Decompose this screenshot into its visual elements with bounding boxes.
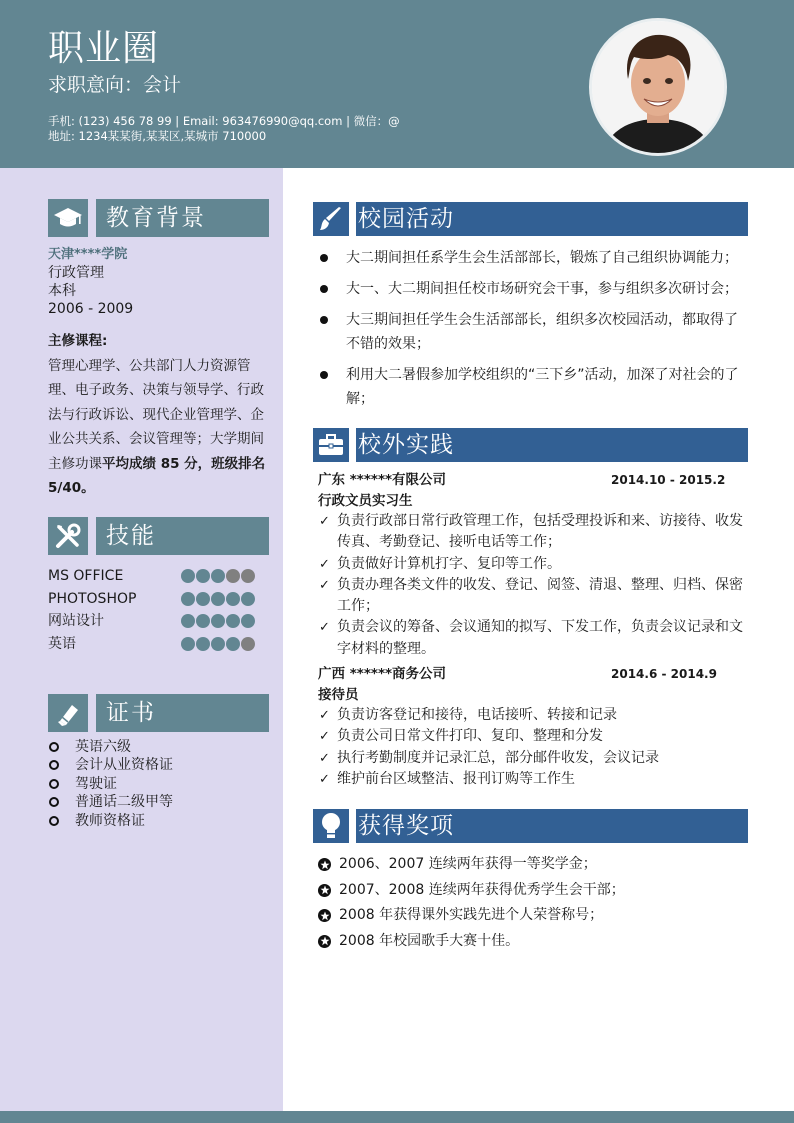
skill-level-dots xyxy=(181,637,255,651)
courses-list: 管理心理学、公共部门人力资源管理、电子政务、决策与领导学、行政法与行政诉讼、现代企业管理学、企业公共关系、会议管理等；大学期间主修功课 xyxy=(48,357,264,472)
contact-address: 地址: 1234某某街,某某区,某城市 710000 xyxy=(48,129,267,143)
bullet-dot-icon xyxy=(320,316,328,324)
skill-name: 网站设计 xyxy=(48,613,104,630)
level-dot-filled xyxy=(181,592,195,606)
skills-list xyxy=(48,566,258,656)
bullet-dot-icon xyxy=(320,371,328,379)
awards-title: 获得奖项 xyxy=(356,809,748,843)
level-dot-filled xyxy=(211,614,225,628)
duty-text: 负责公司日常文件打印、复印、整理和分发 xyxy=(337,728,603,745)
level-dot-empty xyxy=(241,569,255,583)
campus-title: 校园活动 xyxy=(356,202,748,236)
duty-item xyxy=(318,769,748,790)
grade-ranking: 平均成绩 85 分，班级排名 5/40。 xyxy=(48,455,266,496)
skill-level-dots xyxy=(181,592,255,606)
level-dot-filled xyxy=(181,614,195,628)
education-section-header xyxy=(48,199,269,237)
duty-text: 负责行政部日常行政管理工作，包括受理投诉和来、访接待、收发传真、考勤登记、接听电话等工作； xyxy=(337,513,743,551)
awards-section-header xyxy=(313,809,748,843)
job-role: 行政文员实习生 xyxy=(318,493,413,509)
level-dot-filled xyxy=(196,592,210,606)
education-details xyxy=(48,246,268,318)
ring-bullet-icon xyxy=(49,779,59,789)
job-entry xyxy=(318,664,748,790)
job-header xyxy=(318,470,748,491)
level-dot-filled xyxy=(196,614,210,628)
courses-text xyxy=(48,354,270,501)
contact-info xyxy=(48,114,400,144)
education-title: 教育背景 xyxy=(96,199,269,237)
certificate-item xyxy=(48,775,258,793)
activity-text: 大三期间担任学生会生活部部长，组织多次校园活动，都取得了不错的效果； xyxy=(346,312,738,352)
certificate-name: 教师资格证 xyxy=(75,812,145,829)
level-dot-filled xyxy=(181,569,195,583)
level-dot-filled xyxy=(211,592,225,606)
checkmark-icon: ✓ xyxy=(319,750,330,766)
certificates-title: 证书 xyxy=(96,694,269,732)
duty-item xyxy=(318,726,748,747)
ring-bullet-icon xyxy=(49,797,59,807)
duty-text: 负责做好计算机打字、复印等工作。 xyxy=(337,555,561,572)
certificate-name: 英语六级 xyxy=(75,739,131,755)
skill-row xyxy=(48,589,258,612)
star-bullet-icon xyxy=(318,909,331,922)
activity-text: 大一、大二期间担任校市场研究会干事，参与组织多次研讨会； xyxy=(346,281,738,297)
footer-bar xyxy=(0,1111,794,1123)
certificate-item xyxy=(48,812,258,830)
certificate-item xyxy=(48,793,258,811)
duty-item xyxy=(318,748,748,769)
company-name: 广西 ******商务公司 xyxy=(318,666,447,683)
star-bullet-icon xyxy=(318,858,331,871)
certificate-name: 普通话二级甲等 xyxy=(75,794,173,811)
checkmark-icon: ✓ xyxy=(319,620,330,636)
duty-text: 执行考勤制度并记录汇总，部分邮件收发，会议记录 xyxy=(337,749,659,766)
ring-bullet-icon xyxy=(49,760,59,770)
pencil-eraser-icon xyxy=(48,694,88,732)
duty-text: 维护前台区域整洁、报刊订购等工作生 xyxy=(337,770,575,787)
checkmark-icon: ✓ xyxy=(319,514,330,529)
courses-block xyxy=(48,329,270,501)
job-objective: 求职意向：会计 xyxy=(48,74,182,96)
award-item xyxy=(318,852,748,878)
level-dot-filled xyxy=(241,614,255,628)
duty-list xyxy=(318,705,748,790)
activity-item xyxy=(318,363,748,411)
campus-section-header xyxy=(313,202,748,236)
practice-jobs xyxy=(318,470,748,790)
certificate-item xyxy=(48,738,258,756)
medal-icon xyxy=(313,809,349,843)
duty-item xyxy=(318,705,748,726)
briefcase-icon xyxy=(313,428,349,462)
ring-bullet-icon xyxy=(49,816,59,826)
duty-item xyxy=(318,617,748,660)
school-name: 天津****学院 xyxy=(48,247,128,262)
level-dot-filled xyxy=(196,637,210,651)
checkmark-icon: ✓ xyxy=(319,708,330,724)
brush-icon xyxy=(313,202,349,236)
ring-bullet-icon xyxy=(49,742,59,752)
practice-title: 校外实践 xyxy=(356,428,748,462)
skill-row xyxy=(48,611,258,634)
header-banner xyxy=(0,0,794,168)
level-dot-filled xyxy=(211,569,225,583)
company-name: 广东 ******有限公司 xyxy=(318,472,447,488)
skills-title: 技能 xyxy=(96,517,269,555)
skill-name: 英语 xyxy=(48,635,76,652)
degree: 本科 xyxy=(48,283,76,299)
job-period: 2014.6 - 2014.9 xyxy=(611,667,717,682)
award-text: 2006、2007 连续两年获得一等奖学金； xyxy=(339,856,597,872)
job-header xyxy=(318,664,748,685)
education-period: 2006 - 2009 xyxy=(48,301,134,317)
duty-item xyxy=(318,554,748,575)
job-period: 2014.10 - 2015.2 xyxy=(611,473,726,487)
job-role: 接待员 xyxy=(318,687,359,704)
certificate-item xyxy=(48,756,258,774)
award-text: 2008 年校园歌手大赛十佳。 xyxy=(339,932,520,949)
activity-item xyxy=(318,308,748,356)
candidate-name: 职业圈 xyxy=(48,28,160,69)
checkmark-icon: ✓ xyxy=(319,577,330,593)
duty-list xyxy=(318,511,748,660)
star-bullet-icon xyxy=(318,935,331,948)
duty-text: 负责办理各类文件的收发、登记、阅签、清退、整理、归档、保密工作； xyxy=(337,576,743,615)
skill-name: MS OFFICE xyxy=(48,568,124,584)
level-dot-filled xyxy=(226,614,240,628)
certificates-list xyxy=(48,738,258,830)
awards-list xyxy=(318,852,748,954)
level-dot-filled xyxy=(196,569,210,583)
level-dot-filled xyxy=(211,637,225,651)
award-item xyxy=(318,903,748,929)
award-text: 2007、2008 连续两年获得优秀学生会干部； xyxy=(339,881,625,898)
job-entry xyxy=(318,470,748,660)
bullet-dot-icon xyxy=(320,285,328,293)
duty-text: 负责访客登记和接待，电话接听、转接和记录 xyxy=(337,707,617,724)
skill-row xyxy=(48,566,258,589)
award-item xyxy=(318,929,748,955)
level-dot-filled xyxy=(241,592,255,606)
skill-row xyxy=(48,634,258,657)
star-bullet-icon xyxy=(318,884,331,897)
level-dot-filled xyxy=(181,637,195,651)
contact-phone-email: 手机: (123) 456 78 99 | Email: 963476990@qq.com | 微信：@ xyxy=(48,114,400,128)
major: 行政管理 xyxy=(48,265,104,281)
skill-level-dots xyxy=(181,614,255,628)
courses-label: 主修课程: xyxy=(48,333,108,349)
certificates-section-header xyxy=(48,694,269,732)
activity-text: 大二期间担任系学生会生活部部长，锻炼了自己组织协调能力； xyxy=(346,250,738,266)
checkmark-icon: ✓ xyxy=(319,771,330,787)
bullet-dot-icon xyxy=(320,254,328,262)
level-dot-filled xyxy=(226,592,240,606)
profile-photo xyxy=(589,18,727,156)
tools-icon xyxy=(48,517,88,555)
activity-item xyxy=(318,277,748,301)
level-dot-filled xyxy=(226,637,240,651)
award-text: 2008 年获得课外实践先进个人荣誉称号； xyxy=(339,907,604,923)
certificate-name: 会计从业资格证 xyxy=(75,757,173,774)
practice-section-header xyxy=(313,428,748,462)
graduation-cap-icon xyxy=(48,199,88,237)
level-dot-empty xyxy=(241,637,255,651)
certificate-name: 驾驶证 xyxy=(75,775,117,792)
duty-text: 负责会议的筹备、会议通知的拟写、下发工作，负责会议记录和文字材料的整理。 xyxy=(337,619,743,657)
checkmark-icon: ✓ xyxy=(319,556,330,572)
duty-item xyxy=(318,575,748,618)
award-item xyxy=(318,878,748,904)
skill-level-dots xyxy=(181,569,255,583)
duty-item xyxy=(318,511,748,554)
skill-name: PHOTOSHOP xyxy=(48,590,137,607)
activity-item xyxy=(318,246,748,270)
portrait-illustration xyxy=(592,21,724,153)
activity-text: 利用大二暑假参加学校组织的“三下乡”活动，加深了对社会的了解； xyxy=(346,367,739,407)
campus-activities-list xyxy=(318,246,748,418)
checkmark-icon: ✓ xyxy=(319,729,330,745)
level-dot-empty xyxy=(226,569,240,583)
skills-section-header xyxy=(48,517,269,555)
